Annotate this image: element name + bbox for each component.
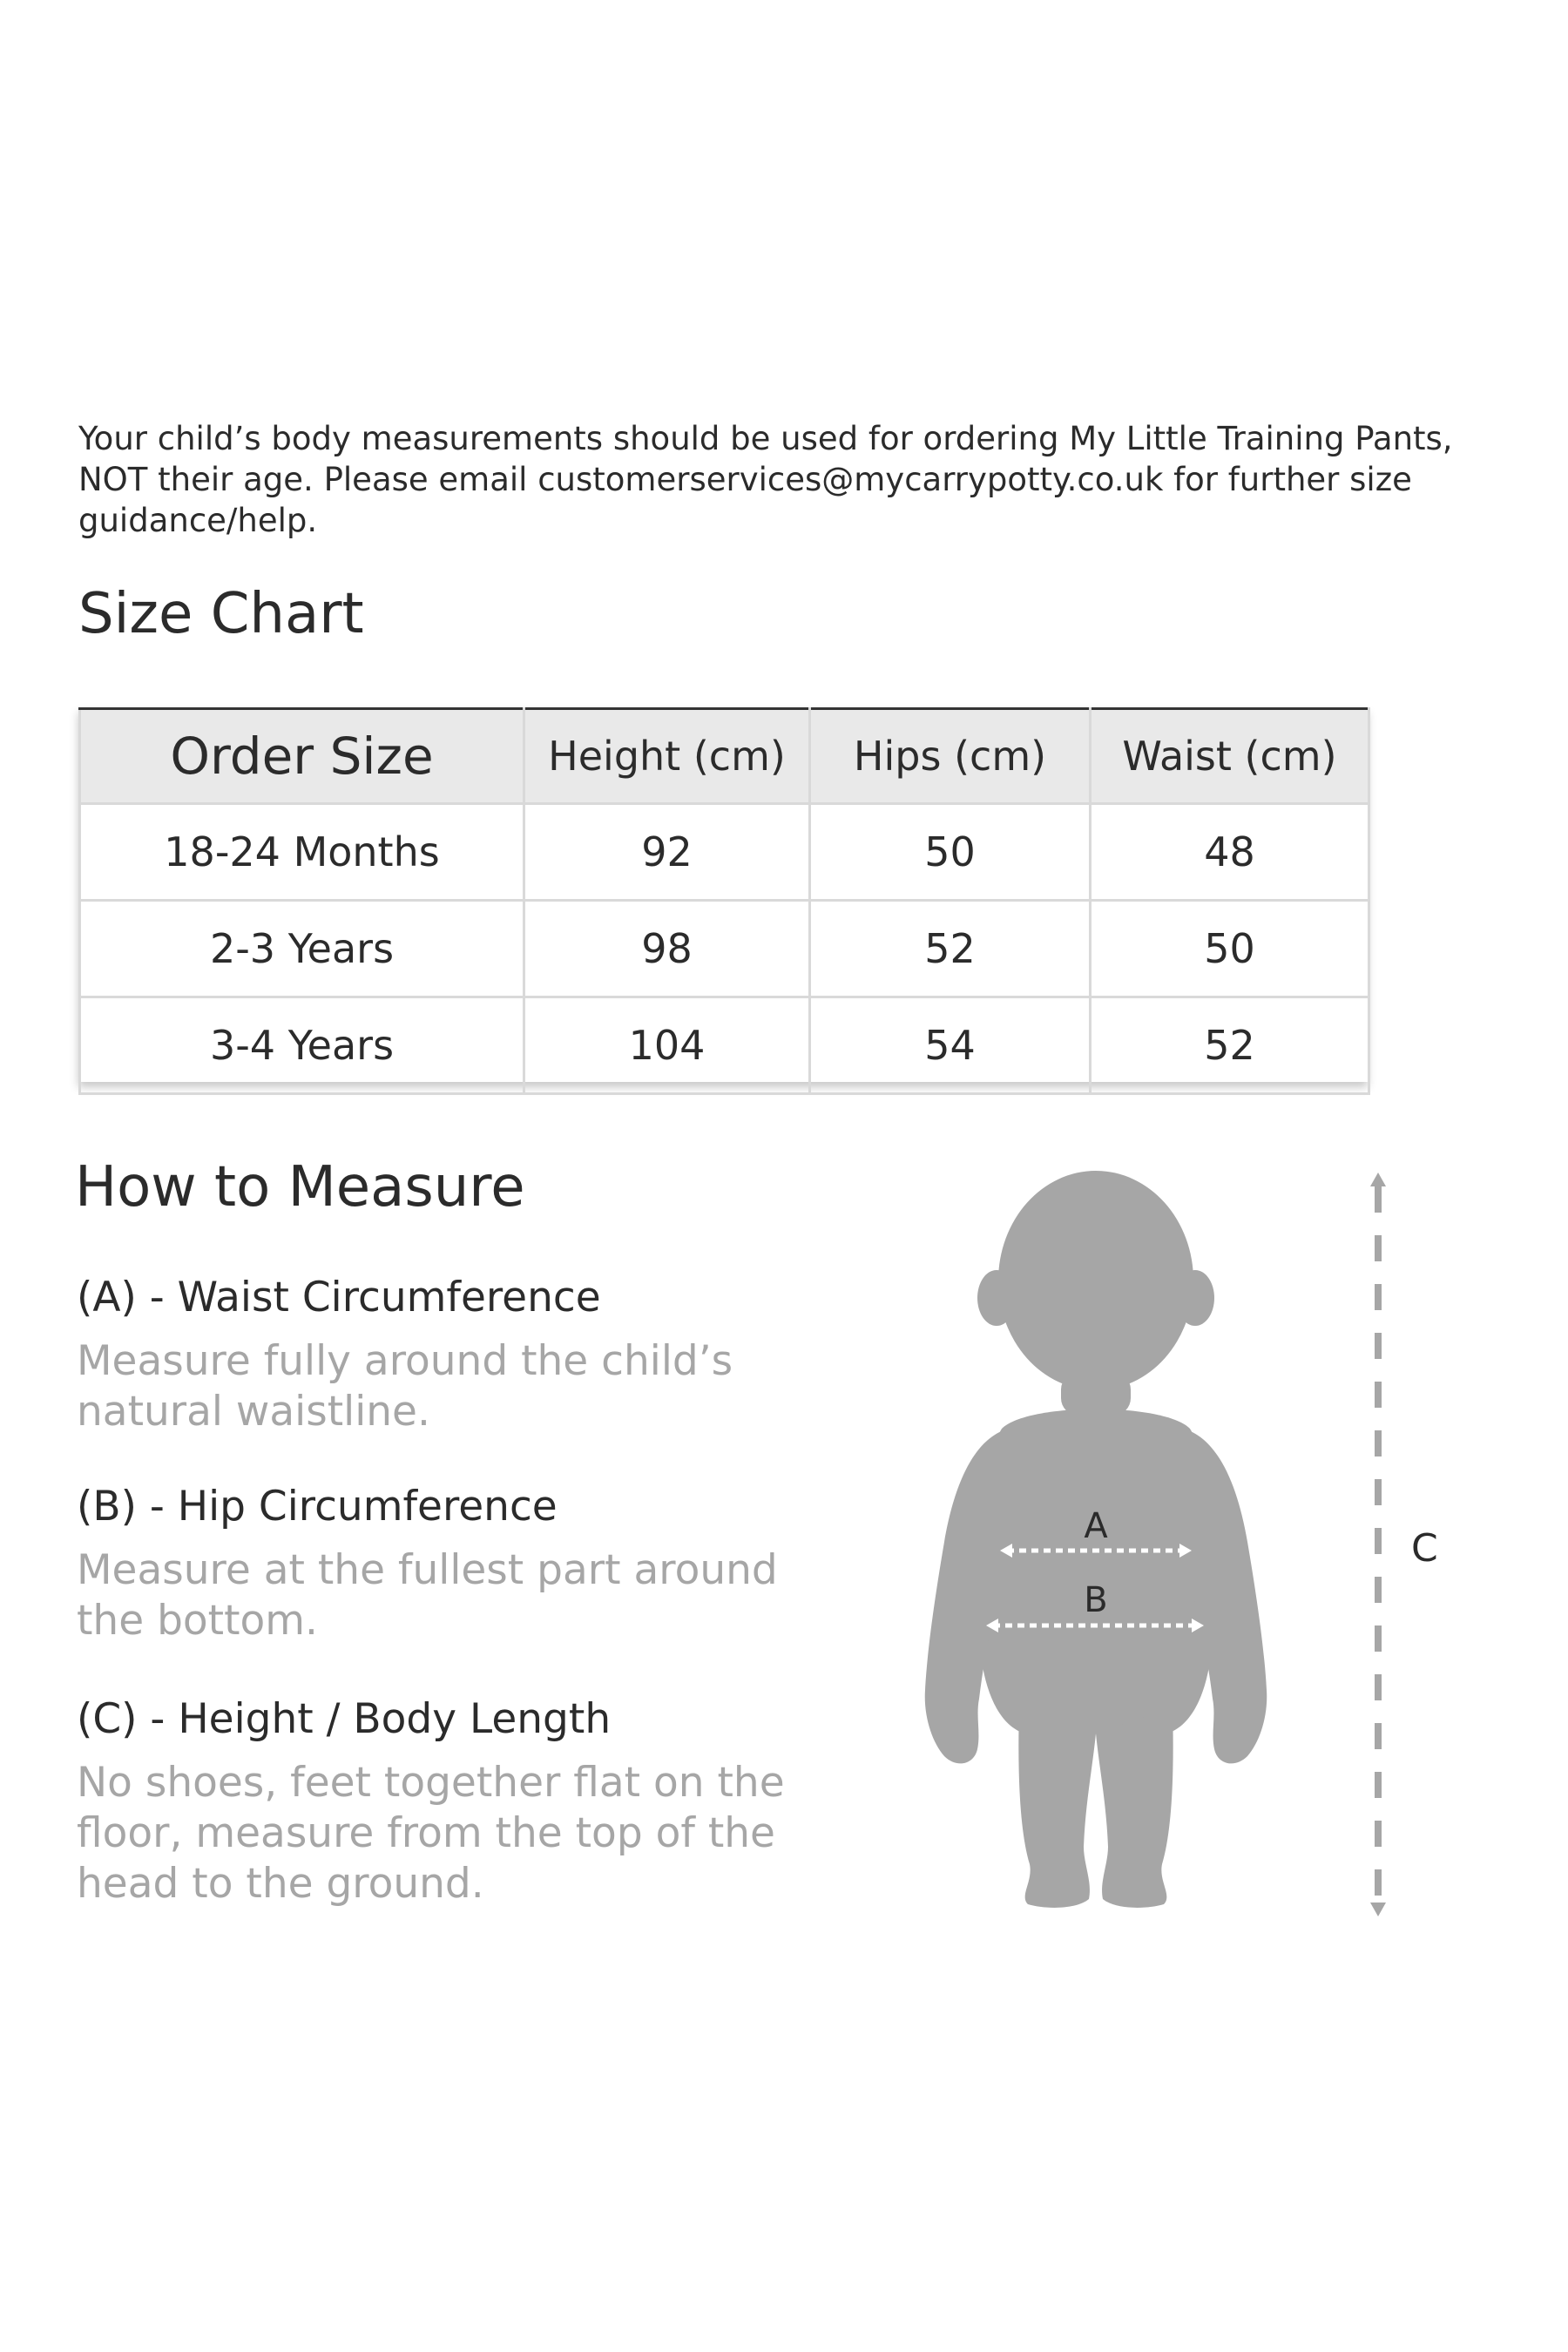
column-header-hips: Hips (cm) — [810, 709, 1091, 804]
order-size-cell: 18-24 Months — [80, 804, 524, 901]
hips-cell: 50 — [810, 804, 1091, 901]
order-size-cell: 3-4 Years — [80, 997, 524, 1094]
table-row — [80, 901, 1369, 997]
label-c: C — [1411, 1526, 1438, 1571]
size-chart-table-container — [78, 707, 1368, 1082]
step-label: (A) - Waist Circumference — [77, 1274, 601, 1321]
column-header-waist: Waist (cm) — [1091, 709, 1369, 804]
column-header-height: Height (cm) — [524, 709, 810, 804]
measure-step-height — [77, 1695, 843, 1909]
order-size-cell: 2-3 Years — [80, 901, 524, 997]
waist-cell: 52 — [1091, 997, 1369, 1094]
height-cell: 98 — [524, 901, 810, 997]
height-cell: 92 — [524, 804, 810, 901]
height-measure-line — [1370, 1173, 1386, 1916]
intro-text: Your child’s body measurements should be used for ordering My Little Training Pants, NOT their age. Please email customerservices@mycarrypotty.co.uk for further size guidance/help. — [78, 420, 1453, 539]
waist-cell: 50 — [1091, 901, 1369, 997]
step-label: (C) - Height / Body Length — [77, 1695, 612, 1743]
measure-step-hip — [77, 1483, 843, 1646]
step-label: (B) - Hip Circumference — [77, 1483, 558, 1531]
how-to-measure-title: How to Measure — [75, 1155, 525, 1220]
step-description: Measure fully around the child’s natural waistline. — [77, 1337, 733, 1436]
measurement-figure — [906, 1167, 1446, 1916]
size-chart-title: Size Chart — [78, 582, 364, 646]
measure-step-waist — [77, 1274, 843, 1437]
waist-cell: 48 — [1091, 804, 1369, 901]
step-description: Measure at the fullest part around the bottom. — [77, 1546, 778, 1645]
baby-silhouette-icon — [906, 1167, 1446, 1916]
height-cell: 104 — [524, 997, 810, 1094]
hips-cell: 52 — [810, 901, 1091, 997]
table-header-row — [80, 709, 1369, 804]
table-row — [80, 997, 1369, 1094]
label-a: A — [1084, 1506, 1108, 1546]
column-header-order-size: Order Size — [80, 709, 524, 804]
step-description: No shoes, feet together flat on the floor, measure from the top of the head to the ground. — [77, 1759, 785, 1908]
label-b: B — [1084, 1580, 1108, 1620]
size-chart-table — [78, 707, 1370, 1095]
hips-cell: 54 — [810, 997, 1091, 1094]
table-row — [80, 804, 1369, 901]
